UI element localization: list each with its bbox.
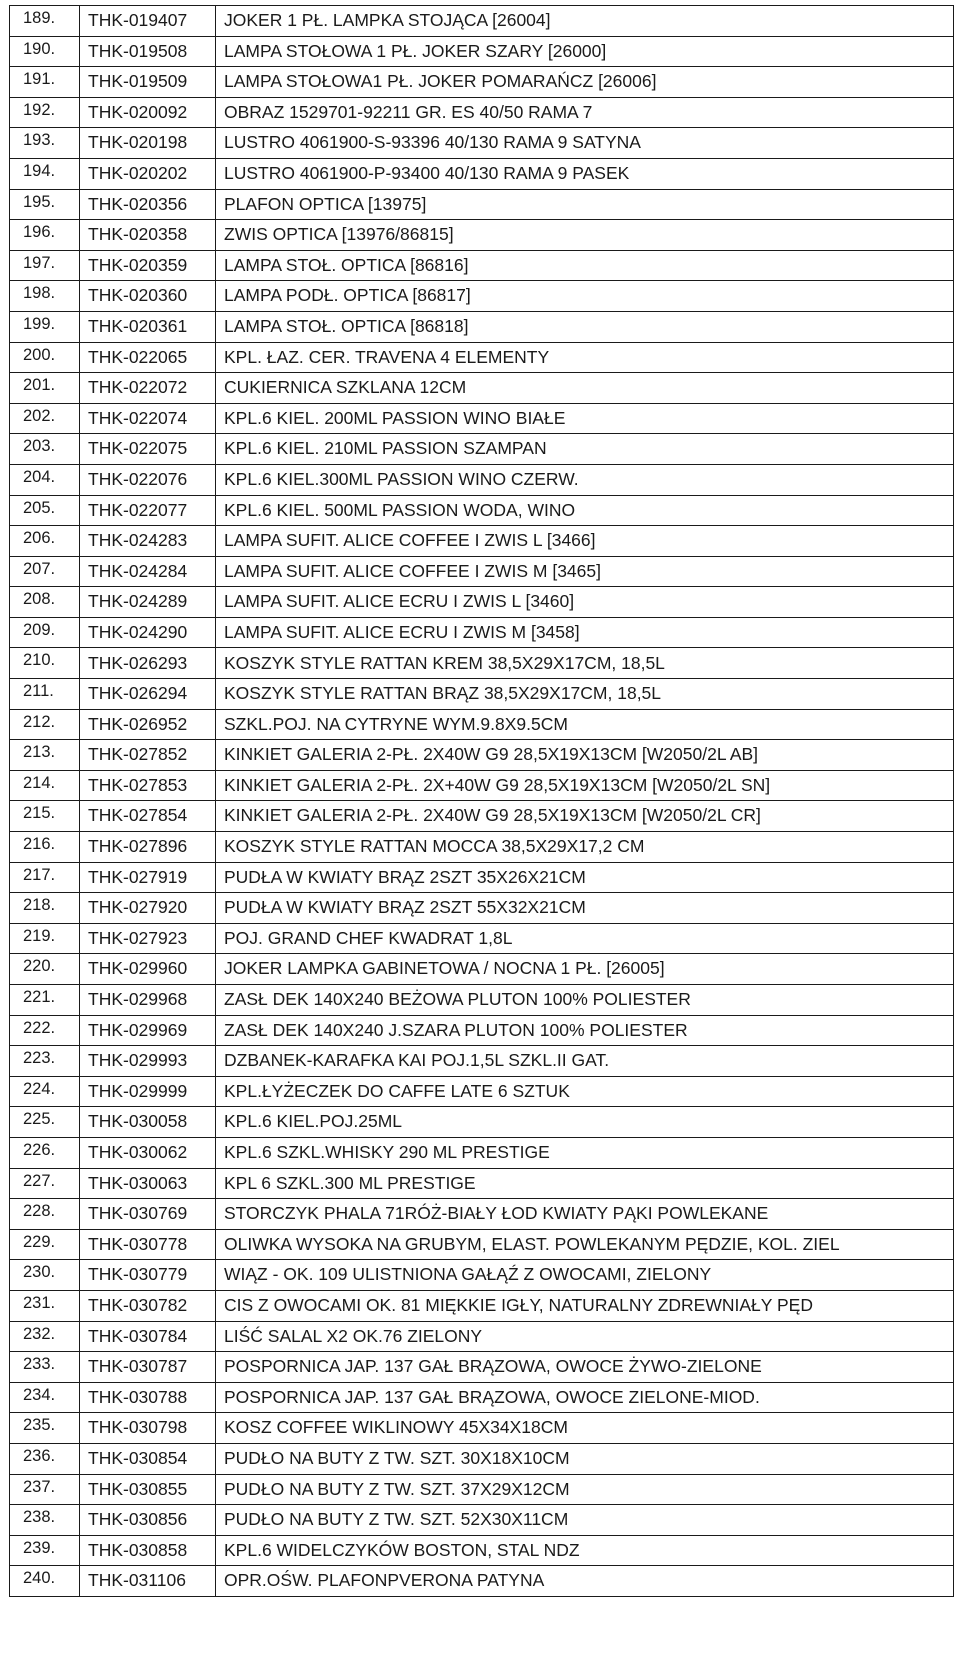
row-number: 221. (10, 985, 80, 1016)
table-row (10, 985, 954, 1016)
table-row (10, 587, 954, 618)
product-code: THK-020358 (80, 220, 216, 251)
table-row (10, 1352, 954, 1383)
row-number: 222. (10, 1015, 80, 1046)
product-code: THK-027896 (80, 832, 216, 863)
table-row (10, 189, 954, 220)
product-name: LAMPA STOŁOWA1 PŁ. JOKER POMARAŃCZ [26006] (216, 67, 954, 98)
table-row (10, 832, 954, 863)
product-code: THK-027920 (80, 893, 216, 924)
row-number: 240. (10, 1566, 80, 1597)
row-number: 228. (10, 1199, 80, 1230)
product-code: THK-019509 (80, 67, 216, 98)
product-name: PUDŁO NA BUTY Z TW. SZT. 37X29X12CM (216, 1474, 954, 1505)
product-name: CUKIERNICA SZKLANA 12CM (216, 373, 954, 404)
product-code: THK-020359 (80, 250, 216, 281)
row-number: 189. (10, 6, 80, 37)
row-number: 190. (10, 36, 80, 67)
row-number: 219. (10, 923, 80, 954)
table-row (10, 1474, 954, 1505)
product-code: THK-027852 (80, 740, 216, 771)
table-row (10, 128, 954, 159)
row-number: 217. (10, 862, 80, 893)
product-code: THK-027853 (80, 770, 216, 801)
product-code: THK-019407 (80, 6, 216, 37)
table-row (10, 250, 954, 281)
product-code: THK-027854 (80, 801, 216, 832)
row-number: 218. (10, 893, 80, 924)
product-code: THK-029968 (80, 985, 216, 1016)
table-row (10, 1535, 954, 1566)
product-code: THK-022074 (80, 403, 216, 434)
table-row (10, 6, 954, 37)
product-code: THK-030782 (80, 1290, 216, 1321)
row-number: 191. (10, 67, 80, 98)
product-code: THK-020361 (80, 311, 216, 342)
table-row (10, 311, 954, 342)
product-name: KOSZYK STYLE RATTAN BRĄZ 38,5X29X17CM, 18,5L (216, 679, 954, 710)
row-number: 203. (10, 434, 80, 465)
row-number: 236. (10, 1443, 80, 1474)
items-table (9, 5, 954, 1597)
row-number: 201. (10, 373, 80, 404)
product-name: KOSZYK STYLE RATTAN KREM 38,5X29X17CM, 18,5L (216, 648, 954, 679)
product-name: KPL. ŁAZ. CER. TRAVENA 4 ELEMENTY (216, 342, 954, 373)
table-row (10, 1137, 954, 1168)
product-code: THK-022072 (80, 373, 216, 404)
product-name: LAMPA PODŁ. OPTICA [86817] (216, 281, 954, 312)
table-row (10, 1413, 954, 1444)
product-name: KPL 6 SZKL.300 ML PRESTIGE (216, 1168, 954, 1199)
product-code: THK-030854 (80, 1443, 216, 1474)
product-code: THK-029999 (80, 1076, 216, 1107)
product-code: THK-022076 (80, 464, 216, 495)
product-code: THK-020198 (80, 128, 216, 159)
product-name: CIS Z OWOCAMI OK. 81 MIĘKKIE IGŁY, NATURALNY ZDREWNIAŁY PĘD (216, 1290, 954, 1321)
product-code: THK-024289 (80, 587, 216, 618)
row-number: 199. (10, 311, 80, 342)
table-row (10, 526, 954, 557)
table-row (10, 709, 954, 740)
product-code: THK-029993 (80, 1046, 216, 1077)
table-row (10, 373, 954, 404)
product-name: KPL.6 WIDELCZYKÓW BOSTON, STAL NDZ (216, 1535, 954, 1566)
table-row (10, 97, 954, 128)
row-number: 213. (10, 740, 80, 771)
product-code: THK-020092 (80, 97, 216, 128)
product-name: WIĄZ - OK. 109 ULISTNIONA GAŁĄŹ Z OWOCAMI, ZIELONY (216, 1260, 954, 1291)
row-number: 239. (10, 1535, 80, 1566)
row-number: 229. (10, 1229, 80, 1260)
product-name: OLIWKA WYSOKA NA GRUBYM, ELAST. POWLEKANYM PĘDZIE, KOL. ZIEL (216, 1229, 954, 1260)
row-number: 214. (10, 770, 80, 801)
row-number: 194. (10, 158, 80, 189)
row-number: 231. (10, 1290, 80, 1321)
product-code: THK-030787 (80, 1352, 216, 1383)
product-name: LAMPA SUFIT. ALICE COFFEE I ZWIS M [3465] (216, 556, 954, 587)
row-number: 208. (10, 587, 80, 618)
product-name: SZKL.POJ. NA CYTRYNE WYM.9.8X9.5CM (216, 709, 954, 740)
product-name: OPR.OŚW. PLAFONPVERONA PATYNA (216, 1566, 954, 1597)
product-code: THK-026293 (80, 648, 216, 679)
product-code: THK-029969 (80, 1015, 216, 1046)
product-name: PUDŁA W KWIATY BRĄZ 2SZT 55X32X21CM (216, 893, 954, 924)
product-name: OBRAZ 1529701-92211 GR. ES 40/50 RAMA 7 (216, 97, 954, 128)
table-row (10, 342, 954, 373)
row-number: 237. (10, 1474, 80, 1505)
product-code: THK-030063 (80, 1168, 216, 1199)
product-name: JOKER 1 PŁ. LAMPKA STOJĄCA [26004] (216, 6, 954, 37)
row-number: 193. (10, 128, 80, 159)
table-row (10, 1168, 954, 1199)
product-code: THK-029960 (80, 954, 216, 985)
table-row (10, 220, 954, 251)
row-number: 211. (10, 679, 80, 710)
product-name: LAMPA STOŁ. OPTICA [86818] (216, 311, 954, 342)
product-code: THK-027919 (80, 862, 216, 893)
table-row (10, 770, 954, 801)
row-number: 192. (10, 97, 80, 128)
product-name: ZASŁ DEK 140X240 J.SZARA PLUTON 100% POLIESTER (216, 1015, 954, 1046)
row-number: 220. (10, 954, 80, 985)
product-name: POSPORNICA JAP. 137 GAŁ BRĄZOWA, OWOCE ZIELONE-MIOD. (216, 1382, 954, 1413)
product-code: THK-030855 (80, 1474, 216, 1505)
row-number: 195. (10, 189, 80, 220)
row-number: 223. (10, 1046, 80, 1077)
row-number: 226. (10, 1137, 80, 1168)
product-code: THK-020202 (80, 158, 216, 189)
row-number: 207. (10, 556, 80, 587)
product-name: PLAFON OPTICA [13975] (216, 189, 954, 220)
product-name: KINKIET GALERIA 2-PŁ. 2X40W G9 28,5X19X13CM [W2050/2L AB] (216, 740, 954, 771)
row-number: 215. (10, 801, 80, 832)
row-number: 198. (10, 281, 80, 312)
table-row (10, 740, 954, 771)
row-number: 200. (10, 342, 80, 373)
table-row (10, 648, 954, 679)
row-number: 238. (10, 1505, 80, 1536)
product-code: THK-020356 (80, 189, 216, 220)
table-row (10, 1199, 954, 1230)
product-name: LUSTRO 4061900-S-93396 40/130 RAMA 9 SATYNA (216, 128, 954, 159)
product-name: LUSTRO 4061900-P-93400 40/130 RAMA 9 PASEK (216, 158, 954, 189)
product-name: LIŚĆ SALAL X2 OK.76 ZIELONY (216, 1321, 954, 1352)
table-row (10, 281, 954, 312)
product-code: THK-030769 (80, 1199, 216, 1230)
table-row (10, 1321, 954, 1352)
product-code: THK-026294 (80, 679, 216, 710)
product-code: THK-030784 (80, 1321, 216, 1352)
product-name: POJ. GRAND CHEF KWADRAT 1,8L (216, 923, 954, 954)
product-name: PUDŁO NA BUTY Z TW. SZT. 52X30X11CM (216, 1505, 954, 1536)
table-row (10, 464, 954, 495)
product-code: THK-030058 (80, 1107, 216, 1138)
items-table-body (10, 6, 954, 1597)
table-row (10, 1046, 954, 1077)
table-row (10, 1015, 954, 1046)
product-name: KPL.6 SZKL.WHISKY 290 ML PRESTIGE (216, 1137, 954, 1168)
table-row (10, 893, 954, 924)
product-code: THK-022075 (80, 434, 216, 465)
table-row (10, 556, 954, 587)
product-name: POSPORNICA JAP. 137 GAŁ BRĄZOWA, OWOCE ŻYWO-ZIELONE (216, 1352, 954, 1383)
table-row (10, 1076, 954, 1107)
row-number: 204. (10, 464, 80, 495)
product-code: THK-024284 (80, 556, 216, 587)
row-number: 230. (10, 1260, 80, 1291)
table-row (10, 67, 954, 98)
product-name: ZASŁ DEK 140X240 BEŻOWA PLUTON 100% POLIESTER (216, 985, 954, 1016)
table-row (10, 862, 954, 893)
table-row (10, 403, 954, 434)
row-number: 209. (10, 617, 80, 648)
table-row (10, 1290, 954, 1321)
table-row (10, 36, 954, 67)
row-number: 233. (10, 1352, 80, 1383)
product-code: THK-031106 (80, 1566, 216, 1597)
product-code: THK-022065 (80, 342, 216, 373)
product-code: THK-024290 (80, 617, 216, 648)
row-number: 225. (10, 1107, 80, 1138)
product-name: LAMPA SUFIT. ALICE ECRU I ZWIS L [3460] (216, 587, 954, 618)
table-row (10, 679, 954, 710)
product-code: THK-030062 (80, 1137, 216, 1168)
product-name: KINKIET GALERIA 2-PŁ. 2X+40W G9 28,5X19X13CM [W2050/2L SN] (216, 770, 954, 801)
product-name: STORCZYK PHALA 71RÓŻ-BIAŁY ŁOD KWIATY PĄKI POWLEKANE (216, 1199, 954, 1230)
product-code: THK-026952 (80, 709, 216, 740)
product-name: DZBANEK-KARAFKA KAI POJ.1,5L SZKL.II GAT. (216, 1046, 954, 1077)
row-number: 196. (10, 220, 80, 251)
product-name: LAMPA STOŁ. OPTICA [86816] (216, 250, 954, 281)
table-row (10, 801, 954, 832)
product-code: THK-027923 (80, 923, 216, 954)
row-number: 206. (10, 526, 80, 557)
table-row (10, 954, 954, 985)
product-name: KPL.ŁYŻECZEK DO CAFFE LATE 6 SZTUK (216, 1076, 954, 1107)
product-name: KOSZYK STYLE RATTAN MOCCA 38,5X29X17,2 CM (216, 832, 954, 863)
product-name: KPL.6 KIEL. 210ML PASSION SZAMPAN (216, 434, 954, 465)
table-row (10, 923, 954, 954)
row-number: 202. (10, 403, 80, 434)
table-row (10, 1260, 954, 1291)
product-code: THK-019508 (80, 36, 216, 67)
table-row (10, 434, 954, 465)
row-number: 224. (10, 1076, 80, 1107)
row-number: 232. (10, 1321, 80, 1352)
product-name: KPL.6 KIEL.300ML PASSION WINO CZERW. (216, 464, 954, 495)
product-code: THK-030778 (80, 1229, 216, 1260)
product-name: JOKER LAMPKA GABINETOWA / NOCNA 1 PŁ. [26005] (216, 954, 954, 985)
product-name: KOSZ COFFEE WIKLINOWY 45X34X18CM (216, 1413, 954, 1444)
product-name: LAMPA SUFIT. ALICE ECRU I ZWIS M [3458] (216, 617, 954, 648)
product-code: THK-022077 (80, 495, 216, 526)
table-row (10, 617, 954, 648)
product-code: THK-030788 (80, 1382, 216, 1413)
table-row (10, 1229, 954, 1260)
product-name: LAMPA STOŁOWA 1 PŁ. JOKER SZARY [26000] (216, 36, 954, 67)
product-code: THK-030798 (80, 1413, 216, 1444)
product-code: THK-024283 (80, 526, 216, 557)
product-code: THK-030779 (80, 1260, 216, 1291)
product-name: KPL.6 KIEL.POJ.25ML (216, 1107, 954, 1138)
product-name: KPL.6 KIEL. 200ML PASSION WINO BIAŁE (216, 403, 954, 434)
product-code: THK-030858 (80, 1535, 216, 1566)
product-name: KPL.6 KIEL. 500ML PASSION WODA, WINO (216, 495, 954, 526)
product-name: PUDŁA W KWIATY BRĄZ 2SZT 35X26X21CM (216, 862, 954, 893)
product-name: KINKIET GALERIA 2-PŁ. 2X40W G9 28,5X19X13CM [W2050/2L CR] (216, 801, 954, 832)
row-number: 197. (10, 250, 80, 281)
product-name: PUDŁO NA BUTY Z TW. SZT. 30X18X10CM (216, 1443, 954, 1474)
row-number: 212. (10, 709, 80, 740)
row-number: 210. (10, 648, 80, 679)
row-number: 235. (10, 1413, 80, 1444)
product-name: ZWIS OPTICA [13976/86815] (216, 220, 954, 251)
document-page (9, 5, 954, 1597)
table-row (10, 1382, 954, 1413)
table-row (10, 1566, 954, 1597)
row-number: 234. (10, 1382, 80, 1413)
product-name: LAMPA SUFIT. ALICE COFFEE I ZWIS L [3466] (216, 526, 954, 557)
table-row (10, 495, 954, 526)
row-number: 227. (10, 1168, 80, 1199)
table-row (10, 1443, 954, 1474)
row-number: 216. (10, 832, 80, 863)
table-row (10, 158, 954, 189)
table-row (10, 1107, 954, 1138)
product-code: THK-020360 (80, 281, 216, 312)
table-row (10, 1505, 954, 1536)
product-code: THK-030856 (80, 1505, 216, 1536)
row-number: 205. (10, 495, 80, 526)
